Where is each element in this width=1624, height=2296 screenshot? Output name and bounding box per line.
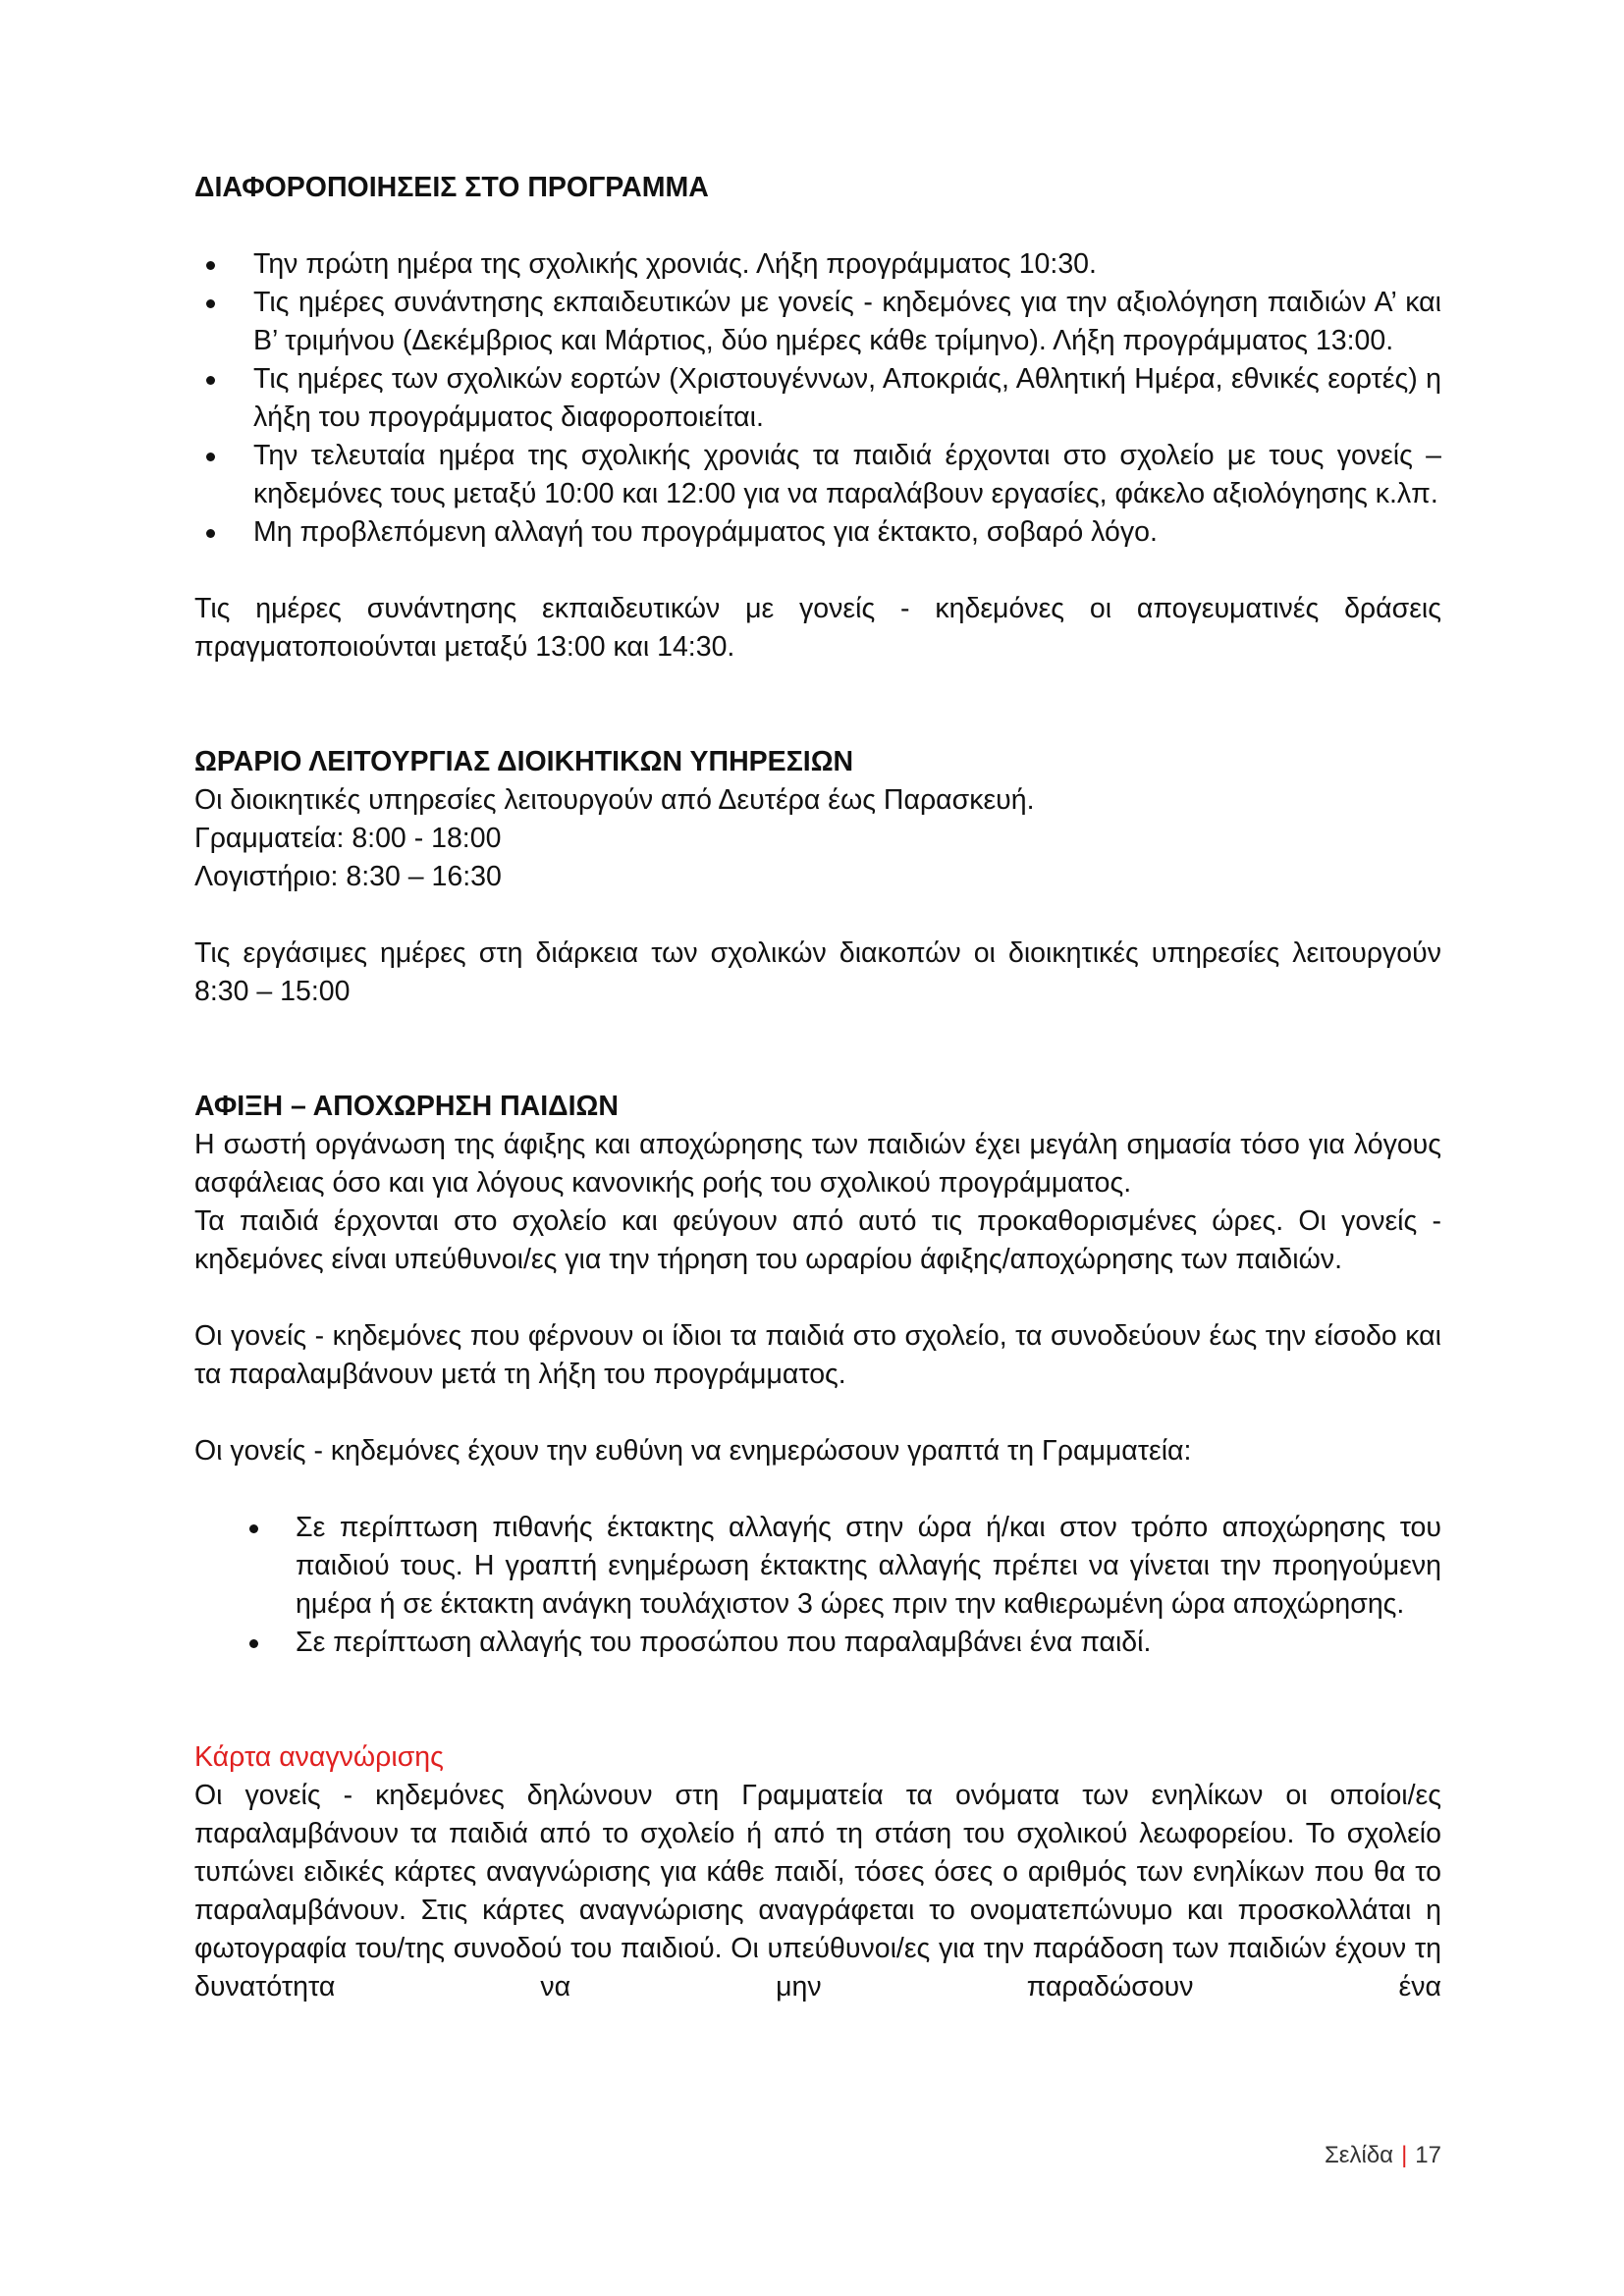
- section-heading-schedule-changes: ΔΙΑΦΟΡΟΠΟΙΗΣΕΙΣ ΣΤΟ ΠΡΟΓΡΑΜΜΑ: [194, 172, 709, 203]
- list-item: Τις ημέρες συνάντησης εκπαιδευτικών με γονείς - κηδεμόνες για την αξιολόγηση παιδιών Α’ και Β’ τριμήνου (Δεκέμβριος και Μάρτιος, δύο ημέρες κάθε τρίμηνο). Λήξη προγράμματος 13:00.: [194, 284, 1441, 360]
- paragraph: Γραμματεία: 8:00 - 18:00: [194, 823, 502, 854]
- paragraph: Οι διοικητικές υπηρεσίες λειτουργούν από Δευτέρα έως Παρασκευή.: [194, 784, 1035, 816]
- list-item: Την τελευταία ημέρα της σχολικής χρονιάς τα παιδιά έρχονται στο σχολείο με τους γονείς – κηδεμόνες τους μεταξύ 10:00 και 12:00 για να παραλάβουν εργασίες, φάκελο αξιολόγησης κ.λπ.: [194, 437, 1441, 513]
- bullet-icon: [206, 437, 216, 475]
- bullet-icon: [249, 1624, 259, 1662]
- list-item: Την πρώτη ημέρα της σχολικής χρονιάς. Λήξη προγράμματος 10:30.: [194, 245, 1441, 284]
- bullet-icon: [206, 513, 216, 552]
- paragraph: Οι γονείς - κηδεμόνες δηλώνουν στη Γραμματεία τα ονόματα των ενηλίκων οι οποίοι/ες παραλαμβάνουν τα παιδιά από το σχολείο ή από τη στάση του σχολικού λεωφορείου. Το σχολείο τυπώνει ειδικές κάρτες αναγνώρισης για κάθε παιδί, τόσες όσες ο αριθμός των ενηλίκων που θα το παραλαμβάνουν. Στις κάρτες αναγνώρισης αναγράφεται το ονοματεπώνυμο και προσκολλάται η φωτογραφία του/της συνοδού του παιδιού. Οι υπεύθυνοι/ες για την παράδοση των παιδιών έχουν τη δυνατότητα να μην παραδώσουν ένα: [194, 1780, 1441, 2002]
- list-item: Μη προβλεπόμενη αλλαγή του προγράμματος για έκτακτο, σοβαρό λόγο.: [194, 513, 1441, 552]
- paragraph: Οι γονείς - κηδεμόνες που φέρνουν οι ίδιοι τα παιδιά στο σχολείο, τα συνοδεύουν έως την είσοδο και τα παραλαμβάνουν μετά τη λήξη του προγράμματος.: [194, 1320, 1441, 1390]
- paragraph: Λογιστήριο: 8:30 – 16:30: [194, 861, 502, 892]
- list-item: Σε περίπτωση πιθανής έκτακτης αλλαγής στην ώρα ή/και στον τρόπο αποχώρησης του παιδιού τους. Η γραπτή ενημέρωση έκτακτης αλλαγής πρέπει να γίνεται την προηγούμενη ημέρα ή σε έκτακτη ανάγκη τουλάχιστον 3 ώρες πριν την καθιερωμένη ώρα αποχώρησης.: [194, 1509, 1441, 1624]
- secretariat-notify-list: [194, 1509, 1441, 1662]
- page-footer: [1325, 2142, 1441, 2169]
- list-item: Σε περίπτωση αλλαγής του προσώπου που παραλαμβάνει ένα παιδί.: [194, 1624, 1441, 1662]
- bullet-icon: [206, 245, 216, 284]
- section-heading-id-card: Κάρτα αναγνώρισης: [194, 1741, 444, 1773]
- footer-separator: |: [1401, 2142, 1408, 2168]
- bullet-icon: [206, 284, 216, 322]
- section-heading-office-hours: ΩΡΑΡΙΟ ΛΕΙΤΟΥΡΓΙΑΣ ΔΙΟΙΚΗΤΙΚΩΝ ΥΠΗΡΕΣΙΩΝ: [194, 746, 854, 777]
- paragraph: Οι γονείς - κηδεμόνες έχουν την ευθύνη να ενημερώσουν γραπτά τη Γραμματεία:: [194, 1435, 1192, 1467]
- paragraph: Τις εργάσιμες ημέρες στη διάρκεια των σχολικών διακοπών οι διοικητικές υπηρεσίες λειτουργούν 8:30 – 15:00: [194, 937, 1441, 1007]
- list-item: Τις ημέρες των σχολικών εορτών (Χριστουγέννων, Αποκριάς, Αθλητική Ημέρα, εθνικές εορτές) η λήξη του προγράμματος διαφοροποιείται.: [194, 360, 1441, 437]
- schedule-changes-list: [194, 245, 1441, 552]
- document-page: [194, 169, 1441, 2006]
- bullet-icon: [206, 360, 216, 399]
- paragraph: Η σωστή οργάνωση της άφιξης και αποχώρησης των παιδιών έχει μεγάλη σημασία τόσο για λόγους ασφάλειας όσο και για λόγους κανονικής ροής του σχολικού προγράμματος.: [194, 1129, 1441, 1199]
- paragraph: Τις ημέρες συνάντησης εκπαιδευτικών με γονείς - κηδεμόνες οι απογευματινές δράσεις πραγματοποιούνται μεταξύ 13:00 και 14:30.: [194, 593, 1441, 663]
- page-number: 17: [1415, 2142, 1441, 2168]
- paragraph: Τα παιδιά έρχονται στο σχολείο και φεύγουν από αυτό τις προκαθορισμένες ώρες. Οι γονείς - κηδεμόνες είναι υπεύθυνοι/ες για την τήρηση του ωραρίου άφιξης/αποχώρησης των παιδιών.: [194, 1205, 1441, 1275]
- section-heading-arrival-departure: ΑΦΙΞΗ – ΑΠΟΧΩΡΗΣΗ ΠΑΙΔΙΩΝ: [194, 1091, 619, 1122]
- footer-label: Σελίδα: [1324, 2142, 1394, 2168]
- bullet-icon: [249, 1509, 259, 1547]
